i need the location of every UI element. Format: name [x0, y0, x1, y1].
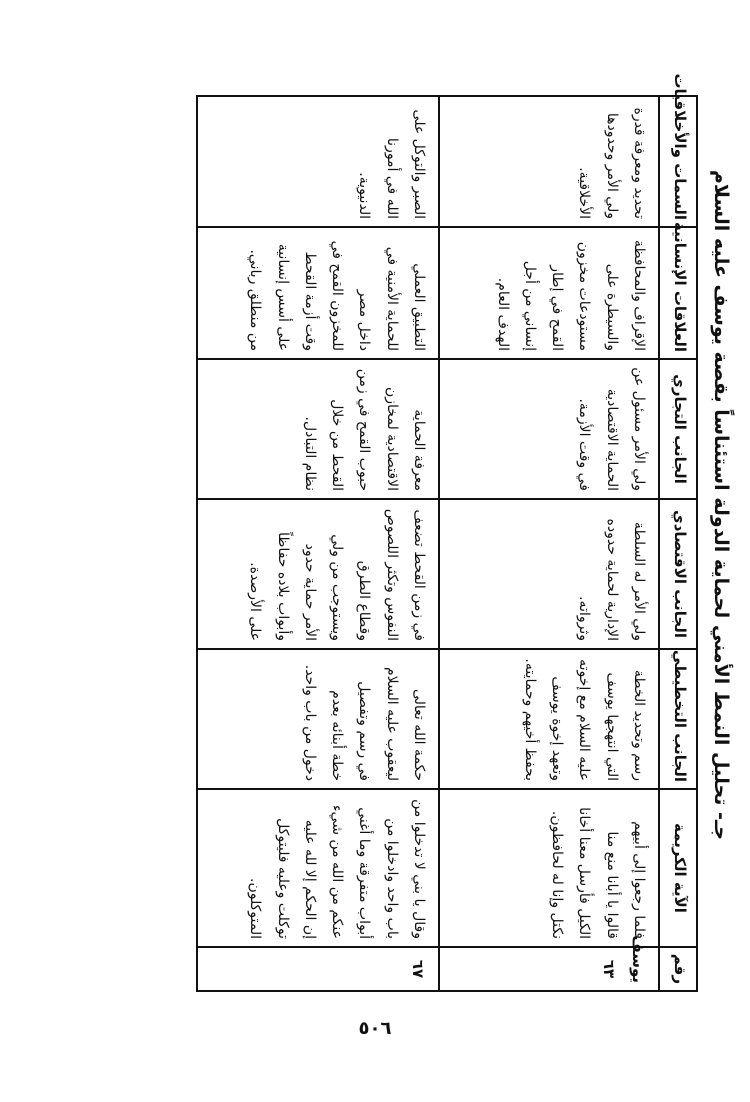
- table-caption: جـ- تحليل النمط الأمني لحماية الدولة استئناساً بقصة يوسف عليه السلام: [710, 169, 732, 841]
- header-num: رقم: [659, 947, 697, 991]
- table-row: [439, 96, 659, 991]
- analysis-table: [196, 73, 698, 992]
- cell-economic: في زمن القحط تضعف النفوس وتكثر اللصوص وقطاع الطرق ويستوجب من ولي الأمر حماية حدود وأبواب بلاده حفاظاً على الأرصدة.: [197, 499, 439, 649]
- cell-human: التطبيق العملي للحماية الأمنية في داخل مصر للمخزون القمح في وقت أزمة القحط على أسس إنسانية من منطلق رباني.: [197, 227, 439, 359]
- cell-planning: حكمة الله تعالى ليعقوب عليه السلام في رسم وتفصيل خطة أبنائه بعدم دخول من باب واحد.: [197, 649, 439, 789]
- cell-verse: وقال يا بني لا تدخلوا من باب واحد وادخلوا من أبواب متفرقة وما أغني عنكم من الله من شيء إن الحكم إلا لله عليه توكلت وعليه فليتوكل المتوكلون.: [197, 789, 439, 947]
- header-economic: الجانب الاقتصادي: [659, 499, 697, 649]
- header-ethics: السمات والأخلاقيات: [659, 96, 697, 227]
- header-row: [659, 96, 697, 991]
- cell-economic: ولي الأمر له السلطة الإدارية لحماية حدوده وثرواته.: [439, 499, 659, 649]
- header-commercial: الجانب التجاري: [659, 359, 697, 499]
- cell-num: يوسف ٦٣: [439, 947, 659, 991]
- cell-verse: فلما رجعوا إلى أبيهم قالوا يا أبانا منع منا الكيل فأرسل معنا أخانا نكتل وإنا له لحافظون.: [439, 789, 659, 947]
- table-row: [197, 96, 439, 991]
- header-human: العلاقات الإنسانية: [659, 227, 697, 359]
- cell-num: ٦٧: [197, 947, 439, 991]
- cell-human: الإقراف والمحافظة والسيطرة على مستودعات مخزون القمح في إطار إنساني من أجل الهدف العام.: [439, 227, 659, 359]
- header-planning: الجانب التخطيطي: [659, 649, 697, 789]
- header-verse: الآية الكريمة: [659, 789, 697, 947]
- cell-commercial: معرفة الحماية الاقتصادية لمخازن حبوب القمح في زمن القحط من خلال نظام التبادل.: [197, 359, 439, 499]
- cell-ethics: تحديد ومعرفة قدرة ولي الأمر وحدودها الأخلاقية.: [439, 96, 659, 227]
- page-number: ٥٠٦: [358, 1018, 392, 1039]
- cell-planning: رسم وتحديد الخطة التي انتهجها يوسف عليه السلام مع إخوته وتعهد إخوة يوسف بحفظ أخيهم وحمايته.: [439, 649, 659, 789]
- cell-ethics: الصبر والتوكل على الله في أمورنا الدنيوية.: [197, 96, 439, 227]
- cell-commercial: ولي الأمر مسئول عن الحماية الاقتصادية في وقت الأزمة.: [439, 359, 659, 499]
